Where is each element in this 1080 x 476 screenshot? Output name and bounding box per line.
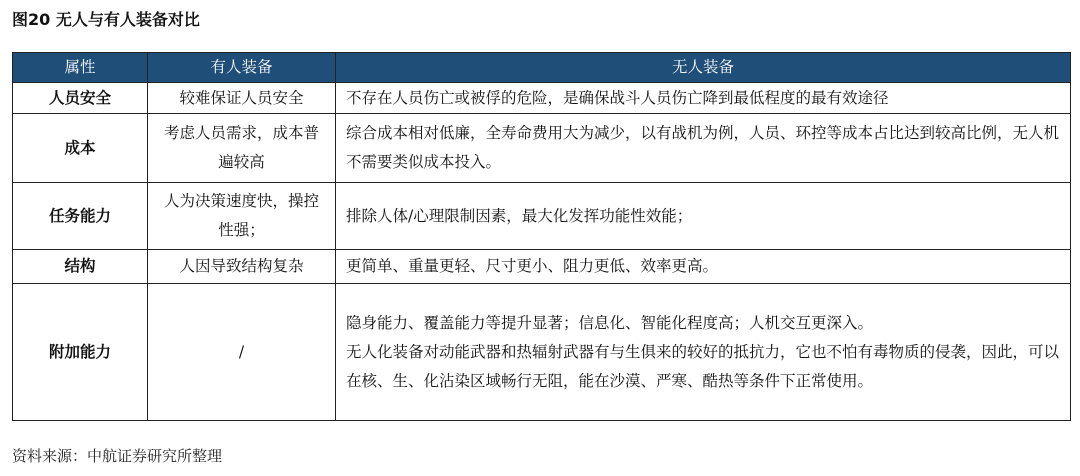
row-unmanned	[336, 83, 1071, 114]
row-manned: /	[148, 284, 336, 421]
header-manned: 有人装备	[148, 53, 336, 83]
row-attribute: 成本	[13, 114, 148, 183]
header-unmanned: 无人装备	[336, 53, 1071, 83]
comparison-table	[12, 52, 1071, 421]
row-unmanned-text: 更简单、重量更轻、尺寸更小、阻力更低、效率更高。	[346, 257, 719, 275]
table-row	[13, 83, 1071, 114]
header-attribute: 属性	[13, 53, 148, 83]
table-row	[13, 183, 1071, 250]
row-unmanned	[336, 114, 1071, 183]
table-row	[13, 250, 1071, 284]
row-manned: 较难保证人员安全	[148, 83, 336, 114]
row-unmanned	[336, 284, 1071, 421]
row-attribute: 结构	[13, 250, 148, 284]
row-unmanned	[336, 250, 1071, 284]
source-note: 资料来源：中航证券研究所整理	[12, 447, 223, 465]
row-attribute: 任务能力	[13, 183, 148, 250]
row-unmanned	[336, 183, 1071, 250]
row-attribute: 附加能力	[13, 284, 148, 421]
row-manned: 人因导致结构复杂	[148, 250, 336, 284]
row-unmanned-text: 综合成本相对低廉，全寿命费用大为减少，以有战机为例，人员、环控等成本占比达到较高比例，无人机不需要类似成本投入。	[346, 124, 1060, 171]
row-manned: 人为决策速度快，操控性强；	[148, 183, 336, 250]
row-unmanned-text: 隐身能力、覆盖能力等提升显著；信息化、智能化程度高；人机交互更深入。	[346, 313, 874, 332]
row-unmanned-text: 无人化装备对动能武器和热辐射武器有与生俱来的较好的抵抗力，它也不怕有毒物质的侵袭，因此，可以在核、生、化沾染区域畅行无阻，能在沙漠、严寒、酷热等条件下正常使用。	[346, 342, 1060, 390]
row-unmanned-text: 排除人体/心理限制因素，最大化发挥功能性效能；	[346, 206, 693, 225]
table-row	[13, 284, 1071, 421]
row-manned: 考虑人员需求，成本普遍较高	[148, 114, 336, 183]
row-unmanned-text: 不存在人员伤亡或被俘的危险，是确保战斗人员伤亡降到最低程度的最有效途径	[346, 88, 889, 107]
figure-title: 图20 无人与有人装备对比	[12, 10, 200, 29]
table-row	[13, 114, 1071, 183]
row-attribute: 人员安全	[13, 83, 148, 114]
table-header-row	[13, 53, 1071, 83]
